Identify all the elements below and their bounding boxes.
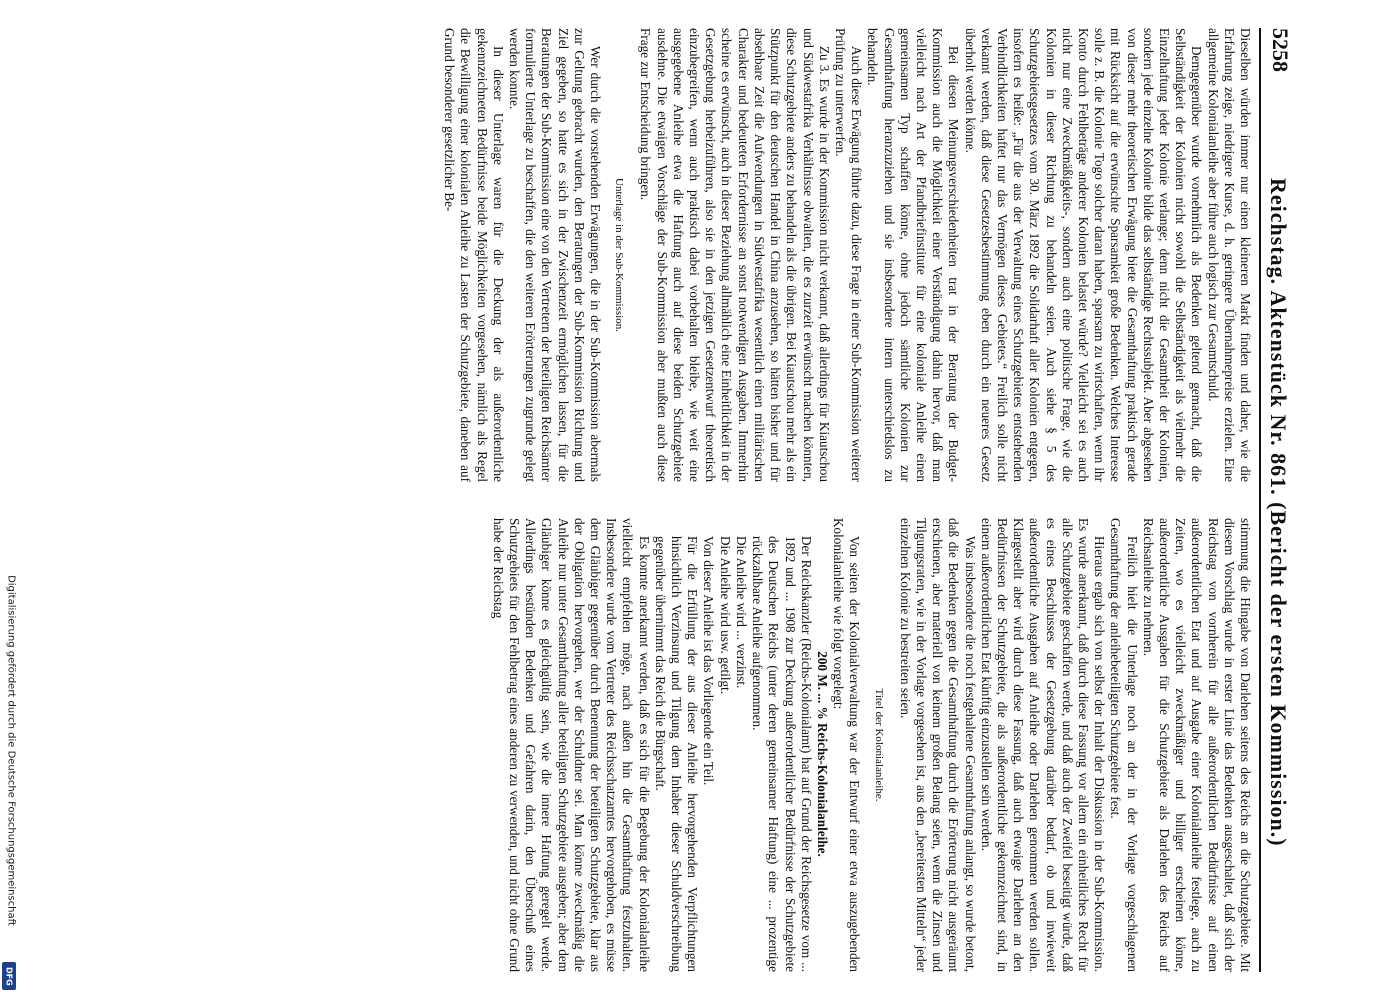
- dfg-logo-icon: [2, 962, 16, 990]
- dfg-logo-text: DFG: [4, 966, 14, 986]
- right-column: [103, 518, 1253, 972]
- paragraph: Von seiten der Kolonialverwaltung war der Entwurf einer etwa auszugebenden Kolonialanleihe wie folgt vorgelegt:: [831, 518, 863, 972]
- section-heading: Titel der Kolonialanleihe.: [872, 688, 885, 802]
- formula-line: Für die Erfüllung der aus dieser Anleihe hervorgehenden Verpflichtungen hinsichtlich Verzinsung und Tilgung dem Inhaber dieser Schuldverschreibung gegenüber übernimmt das Reich die Bürgschaft.: [652, 536, 701, 972]
- formula-line: Die Anleihe wird ... verzinst.: [733, 536, 749, 689]
- digitization-note: [6, 500, 16, 1000]
- paragraph: Auch diese Erwägung führte dazu, diese Frage in einer Sub-Kommission weiterer Prüfung zu unterwerfen.: [832, 28, 865, 482]
- paragraph: Demgegenüber wurde vornehmlich als Bedenken geltend gemacht, daß die Selbständigkeit der Kolonien nicht sowohl die Selbständigkeit als vielmehr die Einzelhaftung jeder Kolonie verlange; denn nicht die Gesamtheit der Kolonien, sondern jede einzelne Kolonie bilde das selbständige Rechtssubjekt. Aber abgesehen von dieser mehr theoretischen Erwägung biete die Gesamthaftung praktisch gerade mit Rücksicht auf die erwünschte Sparsamkeit große Bedenken. Welches Interesse solle z. B. die Kolonie Togo solcher daran haben, sparsam zu wirtschaften, wenn ihr Konto durch Fehlbeträge anderer Kolonien belastet würde? Vielleicht sei es auch nicht nur eine Zweckmäßigkeits-, sondern auch eine politische Frage, wie die Kolonien in dieser Richtung zu behandeln seien. Auch siehe § 5 des Schutzgebietsgesetzes vom 30. März 1892 die Solidarhaft aller Kolonien entgegen, insofern es heiße: „Für die aus der Verwaltung eines Schutzgebietes entstehenden Verbindlichkeiten haftet nur das Vermögen dieses Gebietes.“ Freilich solle nicht verkannt werden, daß diese Gesetzesbestimmung eben durch ein neueres Gesetz überholt werden könne.: [962, 28, 1205, 482]
- section-heading: Unterlage in der Sub-Kommission.: [613, 178, 626, 332]
- paragraph: Freilich hielt die Unterlage noch an der in der Vorlage vorgeschlagenen Gesamthaftung der anleihebeteiligten Schutzgebiete fest.: [1108, 518, 1140, 972]
- paragraph: Bei diesen Meinungsverschiedenheiten trat in der Beratung der Budget-Kommission auch die Möglichkeit einer Verständigung dahin hervor, daß man vielleicht nach Art der Pfandbriefinstitute für eine koloniale Anleihe einen gemeinsamen Typ schaffen könne, ohne jedoch sämtliche Kolonien zur Gesamthaftung heranzuziehen und sie insbesondere intern unterschiedslos zu behandeln.: [865, 28, 962, 482]
- paragraph: In dieser Unterlage waren für die Deckung der als außerordentliche gekennzeichneten Bedürfnisse beide Möglichkeiten vorgesehen, nämlich als Regel die Bewilligung einer kolonialen Anleihe zu Lasten der Schutzgebiete, daneben auf Grund besonderer gesetzlicher Be-: [442, 28, 506, 482]
- paragraph: Dieselben würden immer nur einen kleineren Markt finden und daher, wie die Erfahrung zeige, niedrigere Kurse, d. h. geringere Übernahmepreise erzielen. Eine allgemeine Kolonialanleihe aber führe auch logisch zur Gesamtschuld.: [1205, 28, 1253, 482]
- paragraph: Es konnte anerkannt werden, daß es sich für die Begebung der Kolonialanleihe vielleicht empfehlen möge, nach außen hin die Gesamthaftung festzuhalten. Insbesondere wurde vom Vertreter des Reichsschatzamtes hervorgehoben, es müsse dem Gläubiger gegenüber durch Benennung der beteiligten Schutzgebiete, klar aus der Obligation hervorgehen, wer der Schuldner sei. Man könne zweckmäßig die Anleihe nur unter Gesamthaftung aller beteiligten Schutzgebiete ausgeben; aber dem Gläubiger könne es gleichgültig sein, wie die innere Haftung geregelt werde. Allerdings bestünden Bedenken und Gefahren darin, den Überschuß eines Schutzgebiets für den Fehlbetrag eines anderen zu verwenden, und nicht ohne Grund habe der Reichstag: [490, 518, 652, 972]
- paragraph: Zu 3. Es wurde in der Kommission nicht verkannt, daß allerdings für Kiautschou und Südwestafrika Verhältnisse obwalten, die es zurzeit erwünscht machen könnten, diese Schutzgebiete anders zu behandeln als die übrigen. Bei Kiautschou mehr als ein Stützpunkt für den deutschen Handel in China anzusehen, so hätten bisher und für absehbare Zeit die Aufwendungen in Südwestafrika wesentlich einen militärischen Charakter und bedeuteten Erfordernisse an sonst notwendigen Ausgaben. Immerhin scheine es erwünscht, auch in dieser Beziehung allmählich eine Einheitlichkeit in der Gesetzgebung herbeizuführen, also sie in den jetzigen Gesetzentwurf theoretisch einzubegreifen, wenn auch praktisch dabei vorbehalten bleibe, wie weit eine ausgegebene Anleihe etwa die Haftung auch auf diese beiden Schutzgebiete ausdehne. Die etwaigen Vorschläge der Sub-Kommission aber mußten auch diese Frage zur Entscheidung bringen.: [638, 28, 832, 482]
- paragraph: Wer durch die vorstehenden Erwägungen, die in der Sub-Kommission abermals zur Geltung gebracht wurden, den Beratungen der Sub-Kommission Richtung und Ziel gegeben, so hatte es sich in der Zwischenzeit ermöglichen lassen, für die Beratungen der Sub-Kommission eine von den Vertretern der beteiligten Reichsämter formulierte Unterlage zu beschaffen, die den weiteren Erörterungen zugrunde gelegt werden konnte.: [507, 28, 604, 482]
- document-page: [95, 28, 1295, 972]
- digitization-text: Digitalisierung gefördert durch die Deutsche Forschungsgemeinschaft: [5, 575, 17, 926]
- paragraph: Was insbesondere die noch festgehaltene Gesamthaftung anlangt, so wurde betont, daß die Bedenken gegen die Gesamthaftung durch die Erörterung nicht ausgeräumt erschienen, aber materiell von keinem großen Belang seien, wenn die Zinsen und Tilgungsraten, wie in der Vorlage vorgesehen ist, aus den „bereitesten Mitteln“ jeder einzelnen Kolonie zu bestreiten seien.: [897, 518, 978, 972]
- paragraph: stimmung die Hingabe von Darlehen seitens des Reichs an die Schutzgebiete. Mit diesem Vorschlag wurde in erster Linie das Bedenken ausgeschaltet, daß sich der Reichstag von vornherein für alle außerordentlichen Bedürfnisse auf einen außerordentlichen Etat und auf Ausgabe einer Kolonialanleihe festlege, auch zu Zeiten, wo es vielleicht zweckmäßiger und billiger erscheinen könne, außerordentliche Ausgaben für die Schutzgebiete als Darlehen des Reichs auf Reichsanleihe zu nehmen.: [1140, 518, 1253, 972]
- page-number: 5258: [1268, 28, 1293, 72]
- paragraph: Hieraus ergab sich von selbst der Inhalt der Diskussion in der Sub-Kommission. Es wurde anerkannt, daß durch diese Fassung vor allem ein einheitliches Recht für alle Schutzgebiete geschaffen werde, und daß auch der Zweifel beseitigt würde, daß es eines Beschlusses der Gesetzgebung darüber bedarf, ob und inwieweit außerordentliche Ausgaben auf Anleihe oder Darlehen genommen werden sollen. Klargestellt aber wird durch diese Fassung, daß auch etwaige Darlehen an den Bedürfnissen der Schutzgebiete, die als außerordentliche gekennzeichnet sind, in einem außerordentlichen Etat künftig einzustellen sein werden.: [978, 518, 1108, 972]
- formula-line: Die Anleihe wird usw. getilgt.: [717, 536, 733, 695]
- page-header: [1259, 28, 1295, 972]
- page-title: Reichstag. Aktenstück Nr. 861. (Bericht der ersten Kommission.): [1266, 178, 1291, 847]
- formula-line: Von dieser Anleihe ist das Vorliegende ein Teil.: [701, 536, 717, 786]
- loan-formula: [652, 518, 830, 972]
- formula-line: Der Reichskanzler (Reichs-Kolonialamt) hat auf Grund der Reichsgesetze vom ... 1892 und ... 1908 zur Deckung außerordentlicher Bedürfnisse der Schutzgebiete des Deutschen Reichs (unter deren gemeinsamer Haftung) eine ... prozentige rückzahlbare Anleihe aufgenommen.: [750, 536, 814, 972]
- formula-title: 200 M. ... % Reichs-Kolonialanleihe.: [814, 651, 830, 857]
- left-column: [103, 28, 1253, 482]
